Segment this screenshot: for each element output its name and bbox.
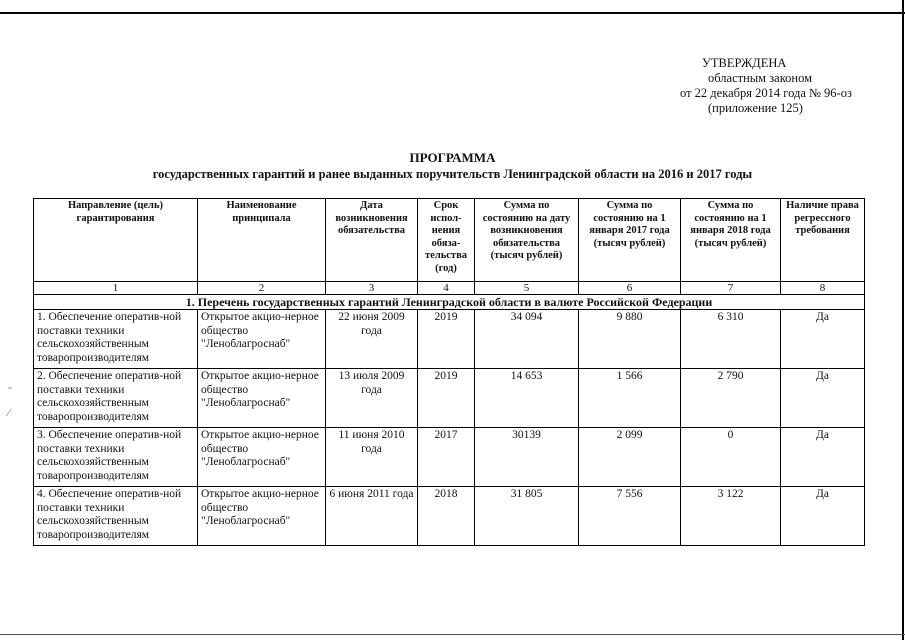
cell-term: 2019 [418, 310, 475, 369]
cell-amount-initial: 14 653 [475, 369, 579, 428]
section-title: 1. Перечень государственных гарантий Ленинградской области в валюте Российской Федерации [34, 295, 865, 310]
margin-mark: ⁄ [8, 405, 11, 419]
cell-date: 22 июня 2009 года [326, 310, 418, 369]
table-row [34, 487, 865, 546]
cell-amount-2017: 1 566 [579, 369, 681, 428]
cell-amount-2017: 7 556 [579, 487, 681, 546]
cell-purpose: 1. Обеспечение оператив-ной поставки техники сельскохозяйственным товаропроизводителям [34, 310, 198, 369]
column-number: 4 [418, 282, 475, 295]
table-row [34, 428, 865, 487]
column-header: Направление (цель) гарантирования [34, 199, 198, 282]
column-number: 7 [681, 282, 781, 295]
table-row [34, 369, 865, 428]
approval-line-3: от 22 декабря 2014 года № 96-оз [680, 86, 852, 100]
scan-edge-top [0, 12, 905, 14]
cell-recourse: Да [781, 369, 865, 428]
column-header: Наличие права регрессного требования [781, 199, 865, 282]
column-number: 8 [781, 282, 865, 295]
cell-amount-2018: 6 310 [681, 310, 781, 369]
cell-amount-2017: 9 880 [579, 310, 681, 369]
approval-line-2: областным законом [708, 71, 813, 85]
cell-term: 2017 [418, 428, 475, 487]
guarantees-table [33, 198, 865, 546]
cell-amount-initial: 31 805 [475, 487, 579, 546]
cell-date: 11 июня 2010 года [326, 428, 418, 487]
approval-line-1: УТВЕРЖДЕНА [702, 56, 787, 70]
section-row [34, 295, 865, 310]
cell-amount-2018: 3 122 [681, 487, 781, 546]
cell-principal: Открытое акцио-нерное общество "Леноблагроснаб" [198, 487, 326, 546]
column-number: 1 [34, 282, 198, 295]
cell-recourse: Да [781, 428, 865, 487]
column-number: 5 [475, 282, 579, 295]
scan-edge-bottom [0, 634, 905, 635]
cell-purpose: 3. Обеспечение оператив-ной поставки техники сельскохозяйственным товаропроизводителям [34, 428, 198, 487]
approval-stamp [680, 56, 852, 116]
cell-principal: Открытое акцио-нерное общество "Леноблагроснаб" [198, 428, 326, 487]
column-header: Наименование принципала [198, 199, 326, 282]
column-number-row [34, 282, 865, 295]
cell-amount-initial: 34 094 [475, 310, 579, 369]
scan-edge-right [902, 0, 904, 640]
approval-line-4: (приложение 125) [708, 101, 803, 115]
cell-amount-2017: 2 099 [579, 428, 681, 487]
cell-date: 6 июня 2011 года [326, 487, 418, 546]
column-number: 2 [198, 282, 326, 295]
cell-recourse: Да [781, 310, 865, 369]
table-row [34, 310, 865, 369]
column-header: Сумма по состоянию на 1 января 2017 года (тысяч рублей) [579, 199, 681, 282]
column-header: Дата возникновения обязательства [326, 199, 418, 282]
column-header: Сумма по состоянию на 1 января 2018 года (тысяч рублей) [681, 199, 781, 282]
cell-term: 2019 [418, 369, 475, 428]
cell-principal: Открытое акцио-нерное общество "Леноблагроснаб" [198, 310, 326, 369]
margin-mark: - [8, 380, 12, 394]
cell-purpose: 4. Обеспечение оператив-ной поставки техники сельскохозяйственным товаропроизводителям [34, 487, 198, 546]
cell-purpose: 2. Обеспечение оператив-ной поставки техники сельскохозяйственным товаропроизводителям [34, 369, 198, 428]
column-number: 6 [579, 282, 681, 295]
column-header: Сумма по состоянию на дату возникновения обязательства (тысяч рублей) [475, 199, 579, 282]
column-number: 3 [326, 282, 418, 295]
cell-recourse: Да [781, 487, 865, 546]
cell-amount-initial: 30139 [475, 428, 579, 487]
cell-principal: Открытое акцио-нерное общество "Леноблагроснаб" [198, 369, 326, 428]
header-row [34, 199, 865, 282]
document-subtitle: государственных гарантий и ранее выданных поручительств Ленинградской области на 2016 и 2017 годы [152, 167, 753, 181]
column-header: Срок испол-нения обяза-тельства (год) [418, 199, 475, 282]
cell-amount-2018: 2 790 [681, 369, 781, 428]
cell-date: 13 июля 2009 года [326, 369, 418, 428]
document-title: ПРОГРАММА [409, 150, 496, 165]
cell-amount-2018: 0 [681, 428, 781, 487]
cell-term: 2018 [418, 487, 475, 546]
